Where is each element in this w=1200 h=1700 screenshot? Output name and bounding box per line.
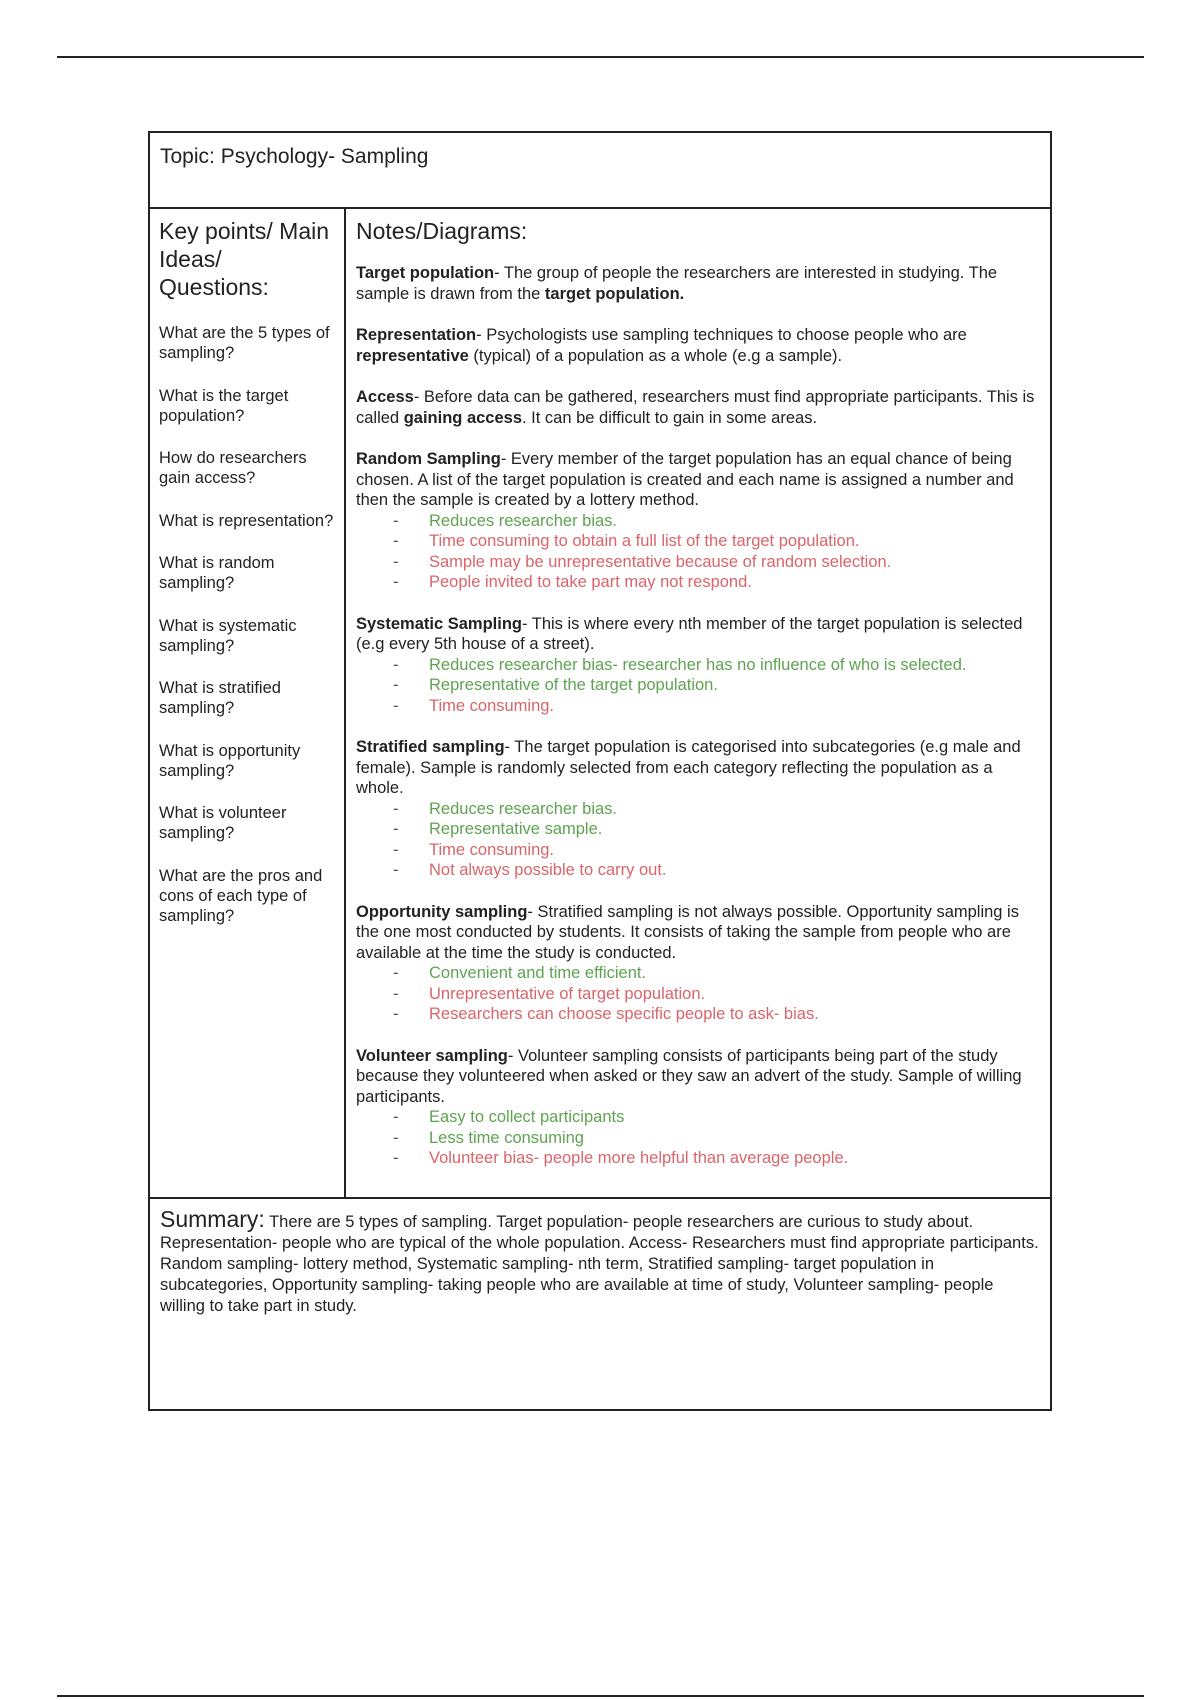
key-points-column — [150, 209, 346, 1197]
question-item: How do researchers gain access? — [159, 449, 307, 487]
pro-point: - Reduces researcher bias- researcher has no influence of who is selected. — [356, 655, 1040, 676]
pro-point: - Reduces researcher bias. — [356, 799, 1040, 820]
note-text: - Stratified sampling is not always possible. Opportunity sampling is the one most conducted by students. It consists of taking the sample from people who are available at the time the study is conducted. — [356, 902, 1019, 962]
con-point: - Time consuming. — [356, 696, 1040, 717]
summary-section — [150, 1199, 1050, 1409]
note-opportunity-sampling — [356, 902, 1040, 1025]
note-term: Opportunity sampling — [356, 902, 528, 921]
pro-point: - Representative sample. — [356, 819, 1040, 840]
con-point: - Unrepresentative of target population. — [356, 984, 1040, 1005]
con-point: - Not always possible to carry out. — [356, 860, 1040, 881]
summary-text: There are 5 types of sampling. Target population- people researchers are curious to study about. Representation- people who are typical of the whole population. Access- Researchers must find appropriate participants. Random sampling- lottery method, Systematic sampling- nth term, Stratified sampling- target population in subcategories, Opportunity sampling- taking people who are available at time of study, Volunteer sampling- people willing to take part in study. — [160, 1213, 1039, 1315]
question-item: What is stratified sampling? — [159, 679, 281, 717]
topic-title: Topic: Psychology- Sampling — [150, 133, 1050, 209]
pro-point: - Less time consuming — [356, 1128, 1040, 1149]
note-bold: target population. — [544, 284, 685, 303]
note-term: Random Sampling — [356, 450, 501, 468]
note-volunteer-sampling — [356, 1046, 1040, 1169]
note-text: - Every member of the target population has an equal chance of being chosen. A list of the target population is created and each name is assigned a number and then the sample is created by a lottery method. — [356, 450, 1014, 509]
con-point: - Sample may be unrepresentative because of random selection. — [356, 552, 1040, 573]
note-term: Target population — [356, 264, 495, 282]
note-text: - Before data can be gathered, researchers must find appropriate participants. This is called — [356, 388, 1035, 427]
pro-point: - Convenient and time efficient. — [356, 963, 1040, 984]
note-term: Representation — [356, 326, 477, 344]
con-point: - Time consuming. — [356, 840, 1040, 861]
key-points-heading: Key points/ Main Ideas/ Questions: — [159, 218, 330, 300]
note-systematic-sampling — [356, 614, 1040, 717]
pro-point: - Reduces researcher bias. — [356, 511, 1040, 532]
pros-cons-list — [356, 1107, 1040, 1169]
pros-cons-list — [356, 963, 1040, 1025]
cornell-notes-sheet — [148, 131, 1052, 1411]
note-bold: representative — [356, 346, 469, 365]
note-random-sampling — [356, 449, 1040, 593]
con-point: - Researchers can choose specific people to ask- bias. — [356, 1004, 1040, 1025]
note-text: - Psychologists use sampling techniques to choose people who are — [476, 326, 967, 344]
note-text: - The group of people the researchers are interested in studying. The sample is drawn from the — [356, 264, 998, 303]
note-term: Systematic Sampling — [356, 614, 522, 633]
page-bottom-rule — [57, 1695, 1144, 1697]
question-item: What are the 5 types of sampling? — [159, 324, 330, 362]
note-text: - Volunteer sampling consists of participants being part of the study because they volunteered when asked or they saw an advert of the study. Sample of willing participants. — [356, 1046, 1022, 1106]
pros-cons-list — [356, 511, 1040, 593]
pro-point: - Representative of the target population. — [356, 675, 1040, 696]
pros-cons-list — [356, 655, 1040, 717]
pro-point: - Easy to collect participants — [356, 1107, 1040, 1128]
note-text: (typical) of a population as a whole (e.g a sample). — [468, 346, 843, 365]
note-representation — [356, 325, 1040, 366]
note-stratified-sampling — [356, 737, 1040, 881]
note-text: - This is where every nth member of the target population is selected (e.g every 5th house of a street). — [356, 614, 1023, 653]
question-item: What is the target population? — [159, 386, 289, 425]
note-text: . It can be difficult to gain in some areas. — [522, 408, 818, 427]
page-top-rule — [57, 56, 1144, 58]
question-item: What is representation? — [159, 511, 334, 530]
question-item: What is volunteer sampling? — [159, 804, 287, 842]
con-point: - Volunteer bias- people more helpful than average people. — [356, 1148, 1040, 1169]
question-item: What is opportunity sampling? — [159, 741, 301, 780]
notes-column — [346, 209, 1050, 1197]
con-point: - Time consuming to obtain a full list of the target population. — [356, 531, 1040, 552]
pros-cons-list — [356, 799, 1040, 881]
note-bold: gaining access — [403, 408, 523, 427]
note-text: - The target population is categorised into subcategories (e.g male and female). Sample is randomly selected from each category reflecting the population as a whole. — [356, 738, 1021, 797]
notes-heading: Notes/Diagrams: — [356, 218, 528, 244]
question-item: What is random sampling? — [159, 554, 275, 592]
summary-label: Summary: — [160, 1206, 265, 1232]
note-term: Access — [356, 388, 414, 406]
note-term: Volunteer sampling — [356, 1046, 508, 1065]
con-point: - People invited to take part may not respond. — [356, 572, 1040, 593]
question-item: What are the pros and cons of each type of sampling? — [159, 866, 323, 925]
note-target-population — [356, 263, 1040, 304]
notes-body — [150, 209, 1050, 1199]
note-term: Stratified sampling — [356, 738, 505, 756]
question-item: What is systematic sampling? — [159, 616, 297, 655]
note-access — [356, 387, 1040, 428]
